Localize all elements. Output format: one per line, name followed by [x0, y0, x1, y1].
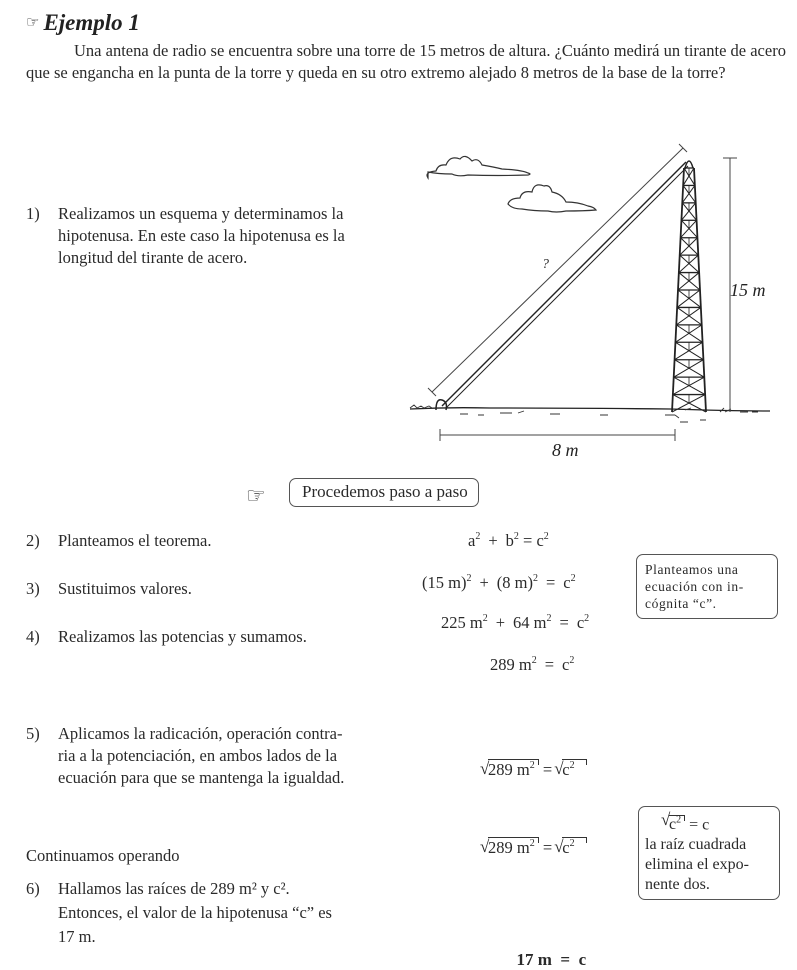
step-6	[26, 877, 416, 949]
sqrt-left: √ 289 $m^2$	[482, 760, 539, 780]
pointing-hand-icon: ☞	[26, 15, 40, 31]
step-number: 6)	[26, 879, 40, 898]
step-number: 1)	[26, 204, 40, 223]
example-title	[26, 10, 140, 36]
step-text-line: Realizamos las potencias y sumamos.	[58, 627, 307, 646]
note-line: cógnita “c”.	[645, 596, 717, 611]
step-4	[26, 626, 406, 648]
radio-tower	[672, 161, 706, 412]
ground-line	[410, 408, 770, 411]
step-text-line: Planteamos el teorema.	[58, 531, 212, 550]
equation-theorem: $a^2 + b^2 = c^2$	[468, 530, 549, 550]
note-line: elimina el expo-	[645, 856, 749, 874]
hypotenuse-dimension	[428, 144, 687, 396]
equation-root: √ 289 $m^2$ = √ $c^2$	[482, 760, 587, 780]
step-number: 5)	[26, 724, 40, 743]
equation-root-repeat: √ 289 $m^2$ = √ $c^2$	[482, 838, 587, 858]
sqrt-left: √ 289 $m^2$	[482, 838, 539, 858]
step-2	[26, 530, 406, 552]
final-result-text: 17 m = c	[516, 950, 587, 969]
step-text-line: longitud del tirante de acero.	[58, 248, 248, 267]
step-number: 2)	[26, 531, 40, 550]
base-label: 8 m	[552, 440, 579, 460]
step-1	[26, 203, 406, 269]
equation-substitution: (15 m)$^2$ + (8 $m)^2 = c^2$	[422, 572, 576, 592]
step-text-line: Entonces, el valor de la hipotenusa “c” es	[58, 903, 332, 922]
note-line: Planteamos una	[645, 562, 739, 577]
tower-diagram	[400, 140, 797, 470]
note-root	[638, 806, 780, 900]
cloud-1	[427, 156, 530, 178]
step-text-line: 17 m.	[58, 927, 96, 946]
step-text-line: ecuación para que se mantenga la igualdad.	[58, 768, 345, 787]
step-number: 4)	[26, 627, 40, 646]
cloud-2	[508, 185, 596, 212]
note-formula: √ $c^2 = c$	[661, 810, 710, 834]
pointing-hand-icon: ☞	[246, 483, 266, 508]
continue-label-text: Continuamos operando	[26, 846, 180, 865]
equation-sum: 289 $m^2 = c^2$	[490, 654, 575, 674]
note-line: ecuación con in-	[645, 579, 744, 594]
note-unknown	[636, 554, 778, 619]
step-text-line: Aplicamos la radicación, operación contra-	[58, 724, 343, 743]
step-text-line: Hallamos las raíces de 289 m² y c².	[58, 879, 290, 898]
sqrt-right: √ $c^2$	[556, 760, 587, 780]
step-text-line: ria a la potenciación, en ambos lados de la	[58, 746, 338, 765]
height-label: 15 m	[730, 280, 766, 300]
step-text-line: Sustituimos valores.	[58, 579, 192, 598]
step-3	[26, 578, 406, 600]
step-number: 3)	[26, 579, 40, 598]
equation-powers: 225 $m^2 + 64$ $m^2 = c^2$	[441, 612, 590, 632]
continue-label	[26, 845, 180, 867]
procedure-banner-label: Procedemos paso a paso	[302, 482, 468, 501]
example-title-text: Ejemplo 1	[43, 10, 140, 35]
note-line: nente dos.	[645, 876, 710, 894]
final-result	[508, 930, 586, 970]
step-5	[26, 723, 406, 789]
procedure-banner	[289, 478, 479, 507]
sqrt-right: √ $c^2$	[556, 838, 587, 858]
note-line: la raíz cuadrada	[645, 836, 747, 854]
step-text-line: hipotenusa. En este caso la hipotenusa es la	[58, 226, 345, 245]
step-text-line: Realizamos un esquema y determinamos la	[58, 204, 344, 223]
problem-text: Una antena de radio se encuentra sobre una torre de 15 metros de altura. ¿Cuánto medirá un tirante de acero que se engancha en la punta de la torre y queda en su otro extremo alejado 8 metros de la base de la torre?	[26, 41, 786, 82]
problem-statement	[26, 40, 786, 84]
unknown-label: ?	[542, 257, 549, 272]
